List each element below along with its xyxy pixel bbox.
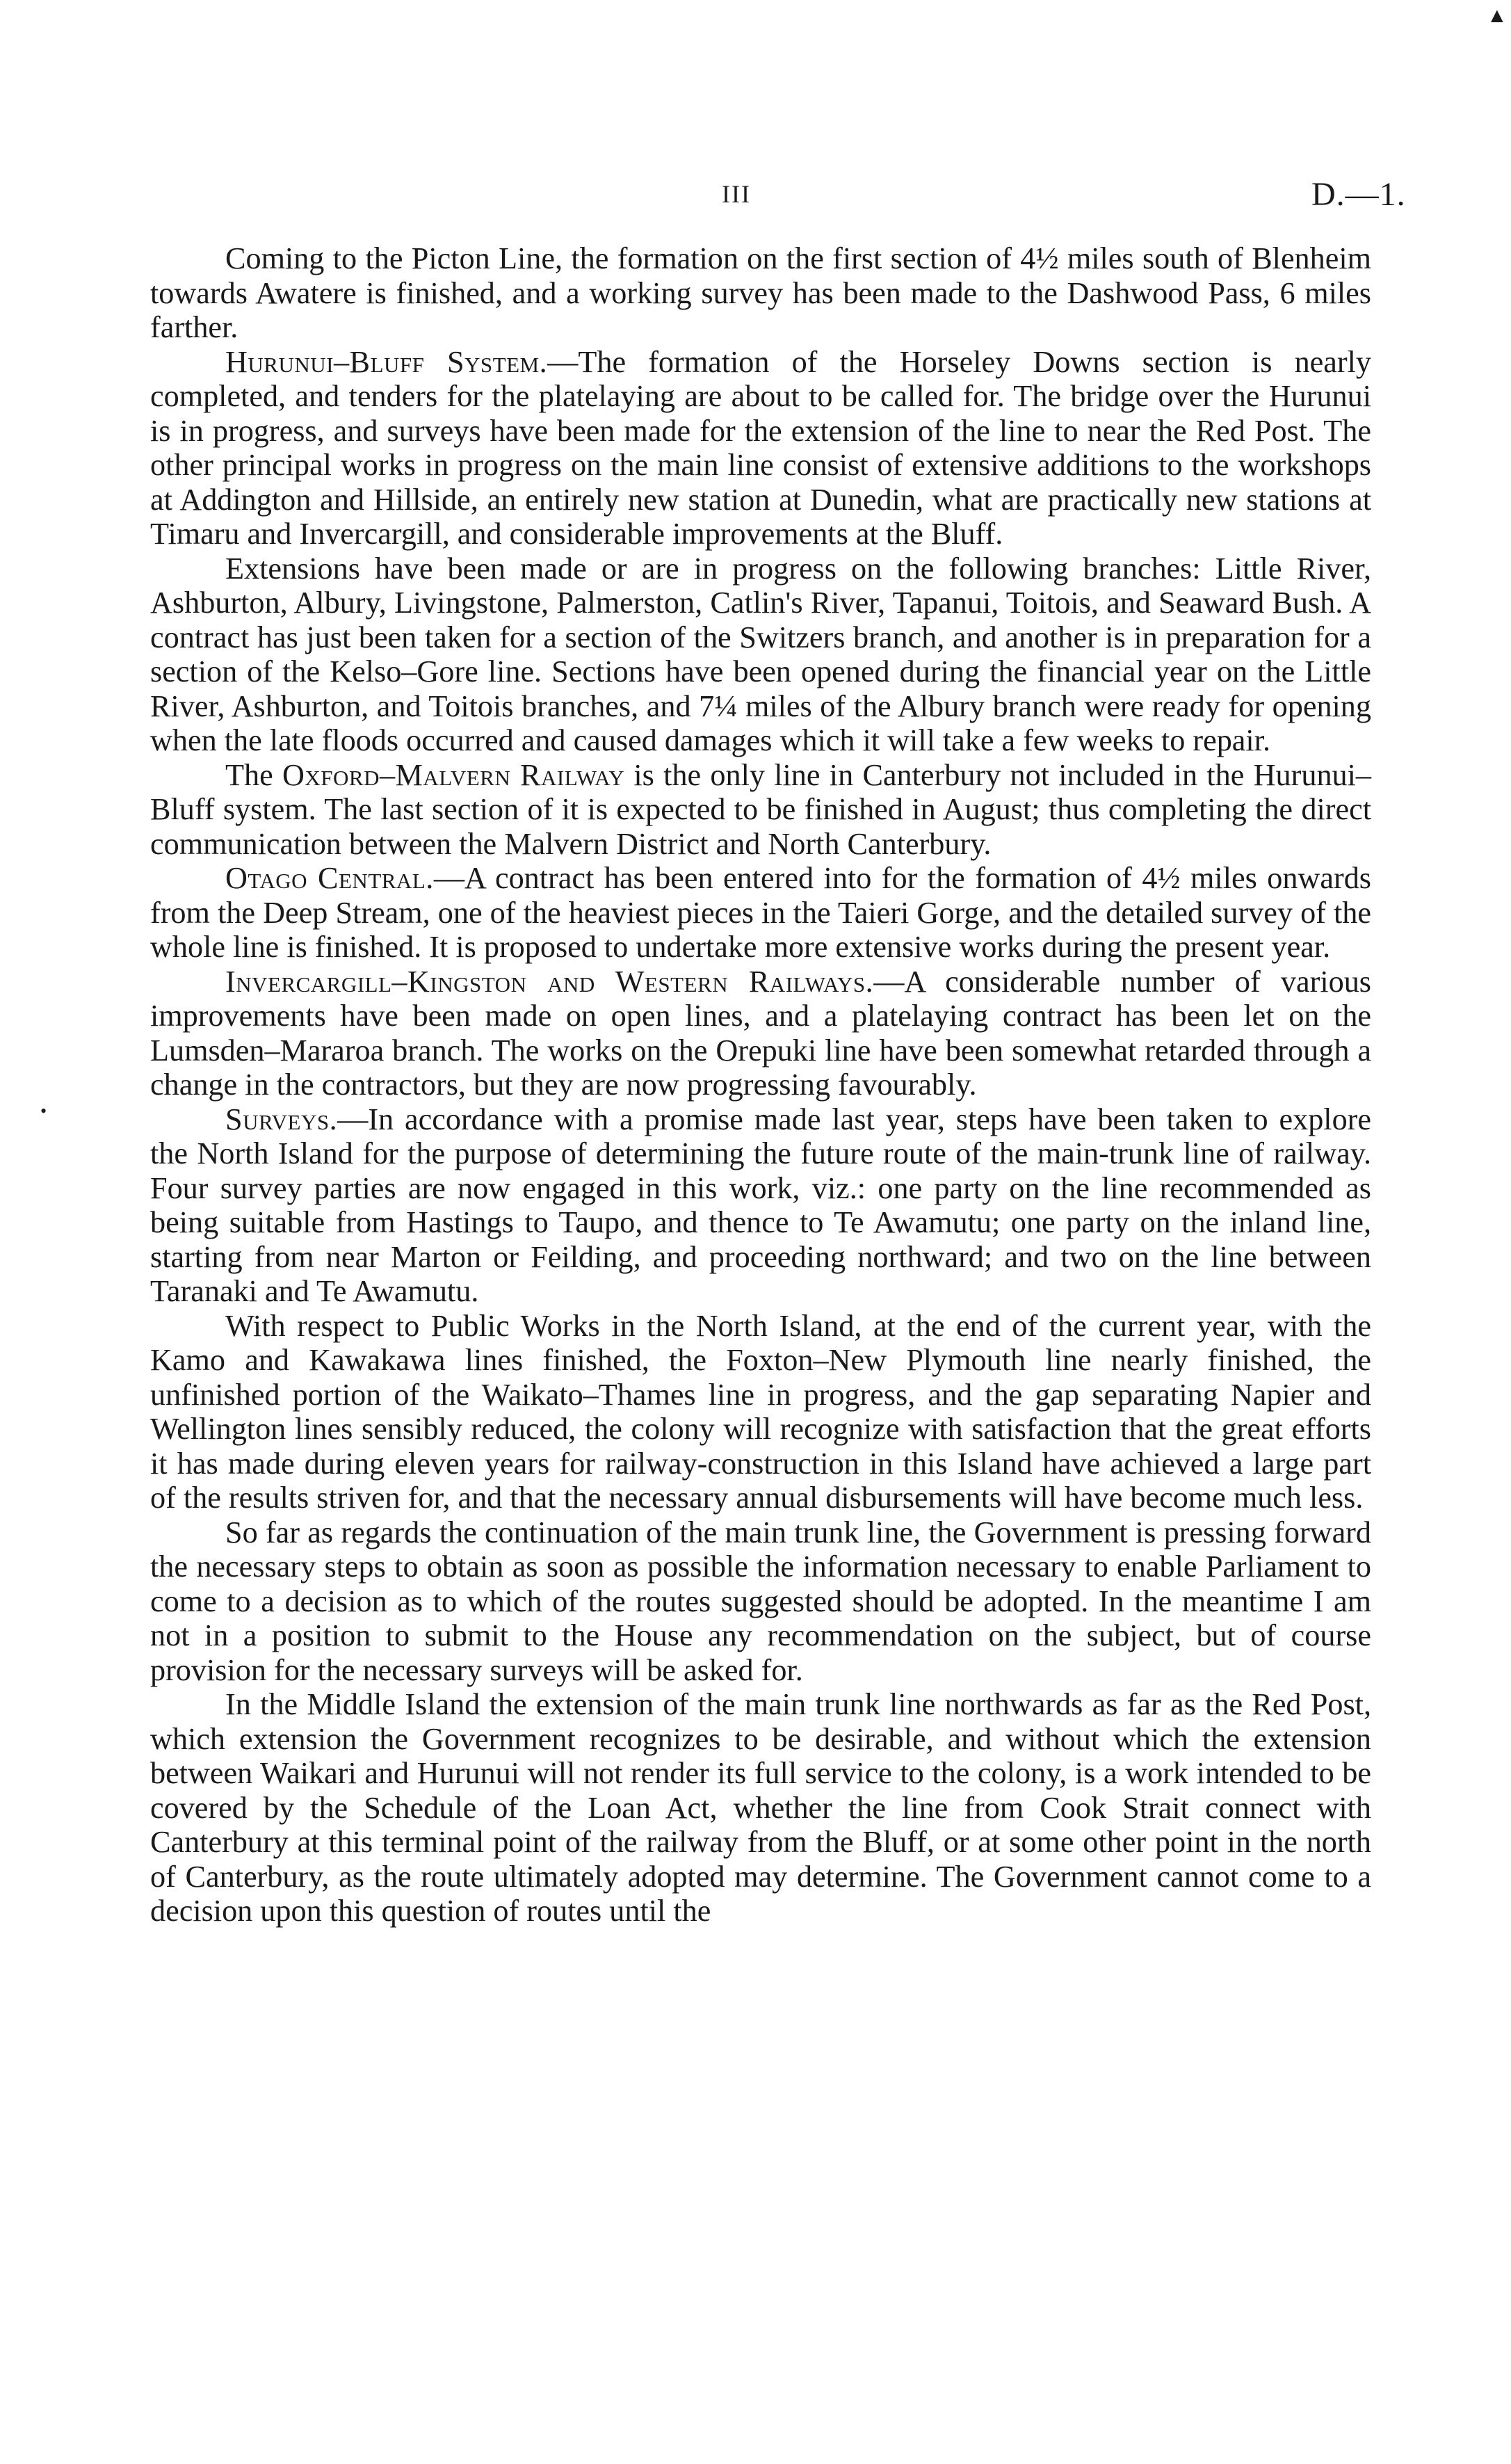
paragraph-text: Coming to the Picton Line, the formation on the first section of 4½ miles south of Blenheim towards Awatere is finished, and a working survey has been made to the Dashwood Pass, 6 miles farther.: [150, 241, 1371, 344]
section-heading: Hurunui–Bluff System.: [225, 344, 548, 379]
paragraph-lead: The: [225, 757, 282, 792]
paragraph-text: —A considerable number of various improvements have been made on open lines, and a platelaying contract has been let on the Lumsden–Mararoa branch. The works on the Orepuki line have been somewhat retarded through a change in the contractors, but they are now progressing favourably.: [150, 964, 1371, 1102]
paragraph-otago-central: [150, 861, 1371, 965]
margin-mark: •: [40, 1101, 47, 1121]
corner-mark: ▲: [1487, 4, 1508, 27]
paragraph-picton-line: [150, 241, 1371, 345]
paragraph-text: Extensions have been made or are in progress on the following branches: Little River, Ashburton, Albury, Livingstone, Palmerston, Catlin's River, Tapanui, Toitois, and Seaward Bush. A contract has just been taken for a section of the Switzers branch, and another is in preparation for a section of the Kelso–Gore line. Sections have been opened during the financial year on the Little River, Ashburton, and Toitois branches, and 7¼ miles of the Albury branch were ready for opening when the late floods occurred and caused damages which it will take a few weeks to repair.: [150, 551, 1371, 757]
document-reference: D.—1.: [1311, 176, 1406, 213]
paragraph-extensions: [150, 551, 1371, 758]
section-heading: Surveys.: [225, 1102, 338, 1136]
body-text: [150, 241, 1371, 1928]
paragraph-main-trunk-continuation: [150, 1515, 1371, 1688]
section-heading: Otago Central.: [225, 861, 434, 895]
paragraph-text: So far as regards the continuation of the main trunk line, the Government is pressing forward the necessary steps to obtain as soon as possible the information necessary to enable Parliament to come to a decision as to which of the routes suggested should be adopted. In the meantime I am not in a position to submit to the House any recommendation on the subject, but of course provision for the necessary surveys will be asked for.: [150, 1515, 1371, 1687]
paragraph-hurunui-bluff: [150, 345, 1371, 551]
paragraph-surveys: [150, 1102, 1371, 1309]
page-number: III: [722, 180, 751, 208]
paragraph-oxford-malvern: [150, 758, 1371, 862]
paragraph-text: With respect to Public Works in the North Island, at the end of the current year, with the Kamo and Kawakawa lines finished, the Foxton–New Plymouth line nearly finished, the unfinished portion of the Waikato–Thames line in progress, and the gap separating Napier and Wellington lines sensibly reduced, the colony will recognize with satisfaction that the great efforts it has made during eleven years for railway-construction in this Island have achieved a large part of the results striven for, and that the necessary annual disbursements will have become much less.: [150, 1308, 1371, 1515]
paragraph-text: is the only line in Canterbury not included in the Hurunui–Bluff system. The last section of it is expected to be finished in August; thus completing the direct communication between the Malvern District and North Canterbury.: [150, 757, 1372, 861]
paragraph-north-island-works: [150, 1309, 1371, 1515]
section-heading: Invercargill–Kingston and Western Railways.: [225, 964, 874, 999]
paragraph-text: —In accordance with a promise made last year, steps have been taken to explore the North Island for the purpose of determining the future route of the main-trunk line of railway. Four survey parties are now engaged in this work, viz.: one party on the line recommended as being suitable from Hastings to Taupo, and thence to Te Awamutu; one party on the inland line, starting from near Marton or Feilding, and proceeding northward; and two on the line between Taranaki and Te Awamutu.: [150, 1102, 1371, 1308]
paragraph-text: In the Middle Island the extension of the main trunk line northwards as far as the Red Post, which extension the Government recognizes to be desirable, and without which the extension between Waikari and Hurunui will not render its full service to the colony, is a work intended to be covered by the Schedule of the Loan Act, whether the line from Cook Strait connect with Canterbury at this terminal point of the railway from the Bluff, or at some other point in the north of Canterbury, as the route ultimately adopted may determine. The Government cannot come to a decision upon this question of routes until the: [150, 1687, 1371, 1928]
paragraph-middle-island: [150, 1687, 1371, 1928]
paragraph-text: —A contract has been entered into for the formation of 4½ miles onwards from the Deep Stream, one of the heaviest pieces in the Taieri Gorge, and the detailed survey of the whole line is finished. It is proposed to undertake more extensive works during the present year.: [150, 861, 1371, 964]
section-heading: Oxford–Malvern Railway: [282, 757, 625, 792]
paragraph-invercargill-kingston: [150, 965, 1371, 1102]
paragraph-text: —The formation of the Horseley Downs section is nearly completed, and tenders for the platelaying are about to be called for. The bridge over the Hurunui is in progress, and surveys have been made for the extension of the line to near the Red Post. The other principal works in progress on the main line consist of extensive additions to the workshops at Addington and Hillside, an entirely new station at Dunedin, what are practically new stations at Timaru and Invercargill, and considerable improvements at the Bluff.: [150, 344, 1371, 551]
